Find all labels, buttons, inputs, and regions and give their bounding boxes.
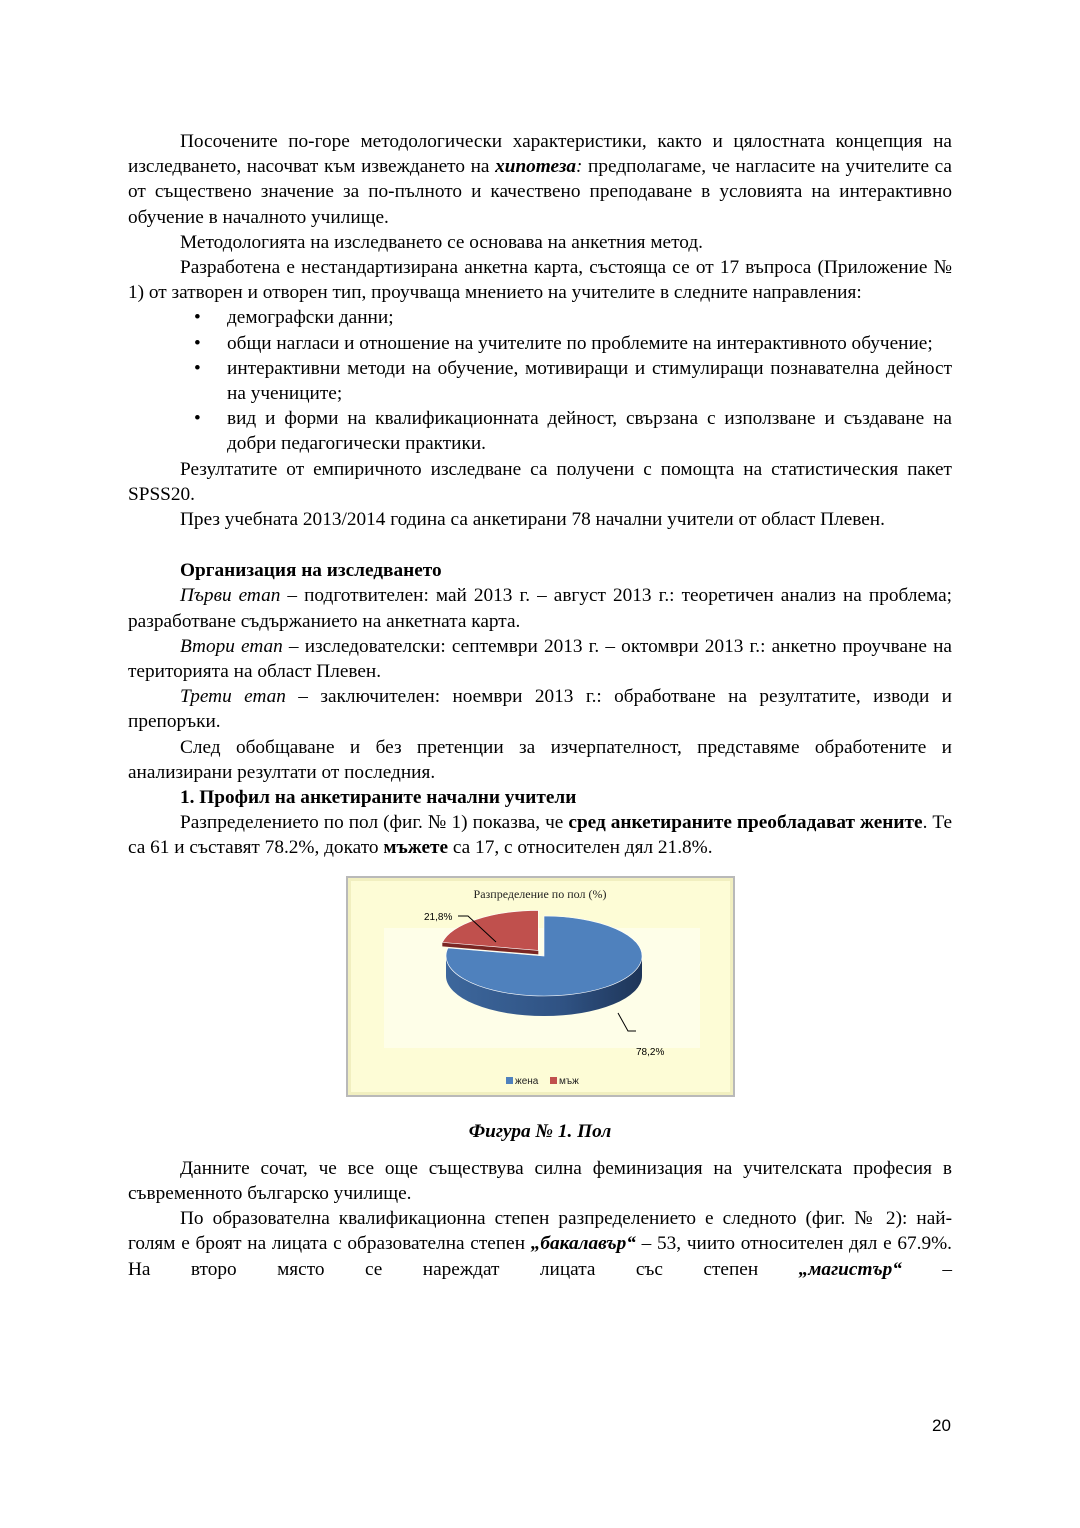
text-segment: Резултатите от емпиричното изследване са получени с помощта на статистическия пакет SPSS20. [128,458,952,505]
legend-label-мъж: мъж [559,1075,579,1087]
spacer [128,1144,952,1156]
text-segment: Данните сочат, че все още съществува силна феминизация на учителската професия в съвременното българско училище. [128,1157,952,1204]
list-item [128,305,952,330]
list-item [128,331,952,356]
text-segment: Разпределението по пол (фиг. № 1) показва, че [180,812,569,834]
text-segment: са 17, с относителен дял 21.8%. [448,837,713,859]
paragraphs-top [128,129,952,305]
list-item-text: общи нагласи и отношение на учителите по проблемите на интерактивното обучение; [227,332,933,354]
emphasized-text: Трети етап [180,686,286,708]
section-heading-organization: Организация на изследването [180,560,442,582]
text-segment: – [901,1258,952,1280]
text-segment: – заключителен: ноември 2013 г.: обработване на резултатите, изводи и препоръки. [128,686,952,733]
text-segment: Методологията на изследването се основава на анкетния метод. [180,231,704,253]
bullet-icon: • [194,357,201,379]
bullet-icon: • [194,332,201,354]
paragraph [128,634,952,684]
paragraph [128,255,952,305]
legend-swatch-мъж [550,1077,557,1084]
spacer [128,532,952,557]
pie-chart-gender [346,876,735,1097]
paragraph [128,129,952,230]
paragraph [128,230,952,255]
text-segment: След обобщаване и без претенции за изчерпателност, представяме обработените и анализирани резултати от последния. [128,736,952,783]
list-item-text: интерактивни методи на обучение, мотивиращи и стимулиращи познавателна дейност на учениците; [227,357,952,405]
directions-list [128,305,952,456]
paragraphs-mid [128,457,952,533]
emphasized-text: „магистър“ [798,1258,902,1280]
text-segment: Посочените по-горе методологически характеристики, както и цялостната концепция на изследването, насочват към извеждането на [128,131,952,178]
chart-canvas [348,878,733,1095]
paragraph [128,684,952,734]
bullet-icon: • [194,408,201,430]
paragraph [128,583,952,633]
chart-title: Разпределение по пол (%) [473,886,607,901]
emphasized-text: мъжете [383,837,449,859]
emphasized-text: : [576,156,583,178]
paragraphs-profile [128,810,952,860]
paragraph [128,507,952,532]
legend-label-жена: жена [515,1075,539,1087]
list-item [128,356,952,406]
text-segment: . Те са 61 и съставят 78.2%, докато [128,812,953,859]
paragraphs-organization [128,583,952,785]
text-segment: През учебната 2013/2014 година са анкетирани 78 начални учители от област Плевен. [180,509,885,531]
paragraph [128,735,952,785]
text-segment: – 53, чиито относителен дял е 67.9%. На второ място се нареждат лицата със степен [128,1233,952,1280]
text-segment: предполагаме, че нагласите на учителите са от съществено значение за по-пълното и качествено преподаване в условията на интерактивно обучение в началното училище. [128,156,952,228]
data-label-male: 21,8% [424,911,453,923]
emphasized-text: хипотеза [495,156,577,178]
bullet-icon: • [194,307,201,329]
figure-caption: Фигура № 1. Пол [468,1120,612,1142]
emphasized-text: Втори етап [180,635,283,657]
paragraph [128,457,952,507]
legend-swatch-жена [506,1077,513,1084]
document-body [128,129,952,1282]
data-label-female: 78,2% [636,1046,665,1058]
text-segment: – изследователски: септември 2013 г. – октомври 2013 г.: анкетно проучване на територията на област Плевен. [128,635,952,683]
emphasized-text: Първи етап [180,585,281,607]
paragraph [128,1156,952,1206]
text-segment: Разработена е нестандартизирана анкетна карта, състояща се от 17 въпроса (Приложение № 1) от затворен и отворен тип, проучваща мнението на учителите в следните направления: [128,257,952,304]
text-segment: По образователна квалификационна степен разпределението е следното (фиг. № 2): най-голям е броят на лицата с образователна степен [128,1208,952,1255]
page-number: 20 [932,1416,951,1435]
paragraph [128,810,952,860]
list-item-text: вид и форми на квалификационната дейност, свързана с използване и създаване на добри педагогически практики. [227,408,952,455]
section-heading-profile: 1. Профил на анкетираните начални учители [180,787,577,809]
list-item [128,406,952,456]
text-segment: – подготвителен: май 2013 г. – август 2013 г.: теоретичен анализ на проблема; разработване съдържанието на анкетната карта. [128,585,952,632]
emphasized-text: „бакалавър“ [530,1233,636,1255]
paragraph [128,1206,952,1282]
list-item-text: демографски данни; [227,307,394,329]
emphasized-text: сред анкетираните преобладават жените [568,812,923,834]
paragraphs-bottom [128,1156,952,1282]
